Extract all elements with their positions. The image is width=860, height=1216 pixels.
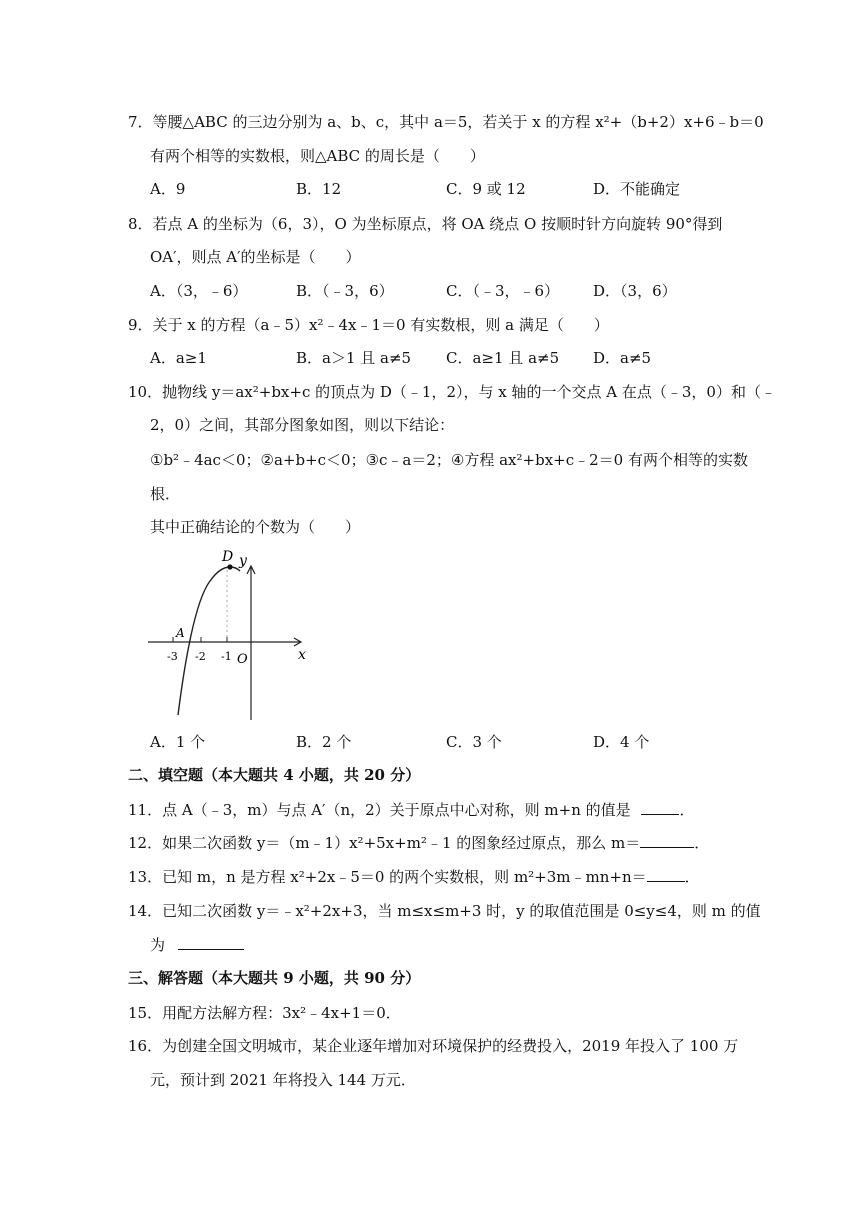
q8-option-b: B．（﹣3，6）	[296, 282, 394, 300]
q9-option-a: A．a≥1	[150, 349, 207, 367]
q8-option-c: C．（﹣3，﹣6）	[446, 282, 560, 300]
q10-option-b: B．2 个	[296, 733, 352, 751]
q14-line1: 14．已知二次函数 y＝﹣x²+2x+3，当 m≤x≤m+3 时，y 的取值范围是 0≤y≤4，则 m 的值	[128, 902, 761, 920]
label-a: A	[176, 626, 185, 640]
tick-label: -2	[195, 650, 206, 663]
q10-line1: 10．抛物线 y＝ax²+bx+c 的顶点为 D（﹣1，2），与 x 轴的一个交点 A 在点（﹣3，0）和（﹣	[128, 383, 776, 401]
q9-option-c: C．a≥1 且 a≠5	[446, 349, 560, 367]
q14-line2	[150, 935, 244, 955]
q10-option-d: D．4 个	[593, 733, 650, 751]
q8-option-a: A．（3，﹣6）	[150, 282, 248, 300]
q16-line2: 元，预计到 2021 年将投入 144 万元．	[150, 1071, 416, 1089]
q7-option-a: A．9	[150, 180, 186, 198]
q9-line1: 9．关于 x 的方程（a﹣5）x²﹣4x﹣1＝0 有实数根，则 a 满足（ ）	[128, 316, 609, 334]
q11-text: 11．点 A（﹣3，m）与点 A′（n，2）关于原点中心对称，则 m+n 的值是	[128, 801, 631, 819]
q7-line1: 7．等腰△ABC 的三边分别为 a、b、c，其中 a＝5，若关于 x 的方程 x²+（b+2）x+6﹣b＝0	[128, 113, 764, 131]
q10-option-c: C．3 个	[446, 733, 502, 751]
q10-line3: ①b²﹣4ac＜0；②a+b+c＜0；③c﹣a＝2；④方程 ax²+bx+c﹣2＝0 有两个相等的实数	[150, 451, 748, 469]
q13-text: 13．已知 m，n 是方程 x²+2x﹣5＝0 的两个实数根，则 m²+3m﹣mn+n＝	[128, 868, 647, 886]
q11	[128, 800, 694, 820]
label-o: O	[237, 652, 248, 667]
q14-text: 为	[150, 936, 166, 954]
label-d: D	[222, 549, 234, 565]
q9-option-b: B．a＞1 且 a≠5	[296, 349, 412, 367]
vertex-point	[227, 564, 232, 569]
q10-line2: 2，0）之间，其部分图象如图，则以下结论：	[150, 416, 455, 434]
parabola-graph	[140, 545, 320, 725]
q8-line1: 8．若点 A 的坐标为（6，3），O 为坐标原点，将 OA 绕点 O 按顺时针方向旋转 90°得到	[128, 215, 723, 233]
q9-options	[0, 348, 860, 368]
q10-line4: 根．	[150, 485, 181, 503]
section3-title: 三、解答题（本大题共 9 小题，共 90 分）	[128, 969, 421, 987]
q13-end: ．	[684, 868, 700, 886]
q12-end: ．	[694, 834, 710, 852]
q7-options	[0, 179, 860, 199]
q9-option-d: D．a≠5	[593, 349, 652, 367]
tick-label: -1	[221, 650, 232, 663]
q12-answer-blank[interactable]	[640, 833, 694, 848]
q15: 15．用配方法解方程：3x²﹣4x+1＝0．	[128, 1004, 401, 1022]
q14-answer-blank[interactable]	[178, 935, 244, 950]
q13-answer-blank[interactable]	[647, 867, 685, 882]
q7-option-c: C．9 或 12	[446, 180, 526, 198]
q7-line2: 有两个相等的实数根，则△ABC 的周长是（ ）	[150, 147, 485, 165]
label-x: x	[298, 647, 306, 663]
q10-line5: 其中正确结论的个数为（ ）	[150, 518, 361, 536]
q8-option-d: D．（3，6）	[593, 282, 677, 300]
q16-line1: 16．为创建全国文明城市，某企业逐年增加对环境保护的经费投入，2019 年投入了 100 万	[128, 1037, 739, 1055]
q12	[128, 833, 709, 853]
q11-answer-blank[interactable]	[641, 800, 679, 815]
q11-end: ．	[679, 801, 695, 819]
parabola-curve	[178, 567, 240, 715]
label-y: y	[239, 553, 247, 569]
q12-text: 12．如果二次函数 y＝（m﹣1）x²+5x+m²﹣1 的图象经过原点，那么 m＝	[128, 834, 641, 852]
q7-option-b: B．12	[296, 180, 342, 198]
q8-line2: OA′，则点 A′的坐标是（ ）	[150, 248, 361, 266]
q7-option-d: D．不能确定	[593, 180, 681, 198]
section2-title: 二、填空题（本大题共 4 小题，共 20 分）	[128, 766, 421, 784]
q13	[128, 867, 700, 887]
tick-label: -3	[167, 650, 178, 663]
q8-options	[0, 281, 860, 301]
q10-option-a: A．1 个	[150, 733, 206, 751]
q10-options	[0, 732, 860, 752]
